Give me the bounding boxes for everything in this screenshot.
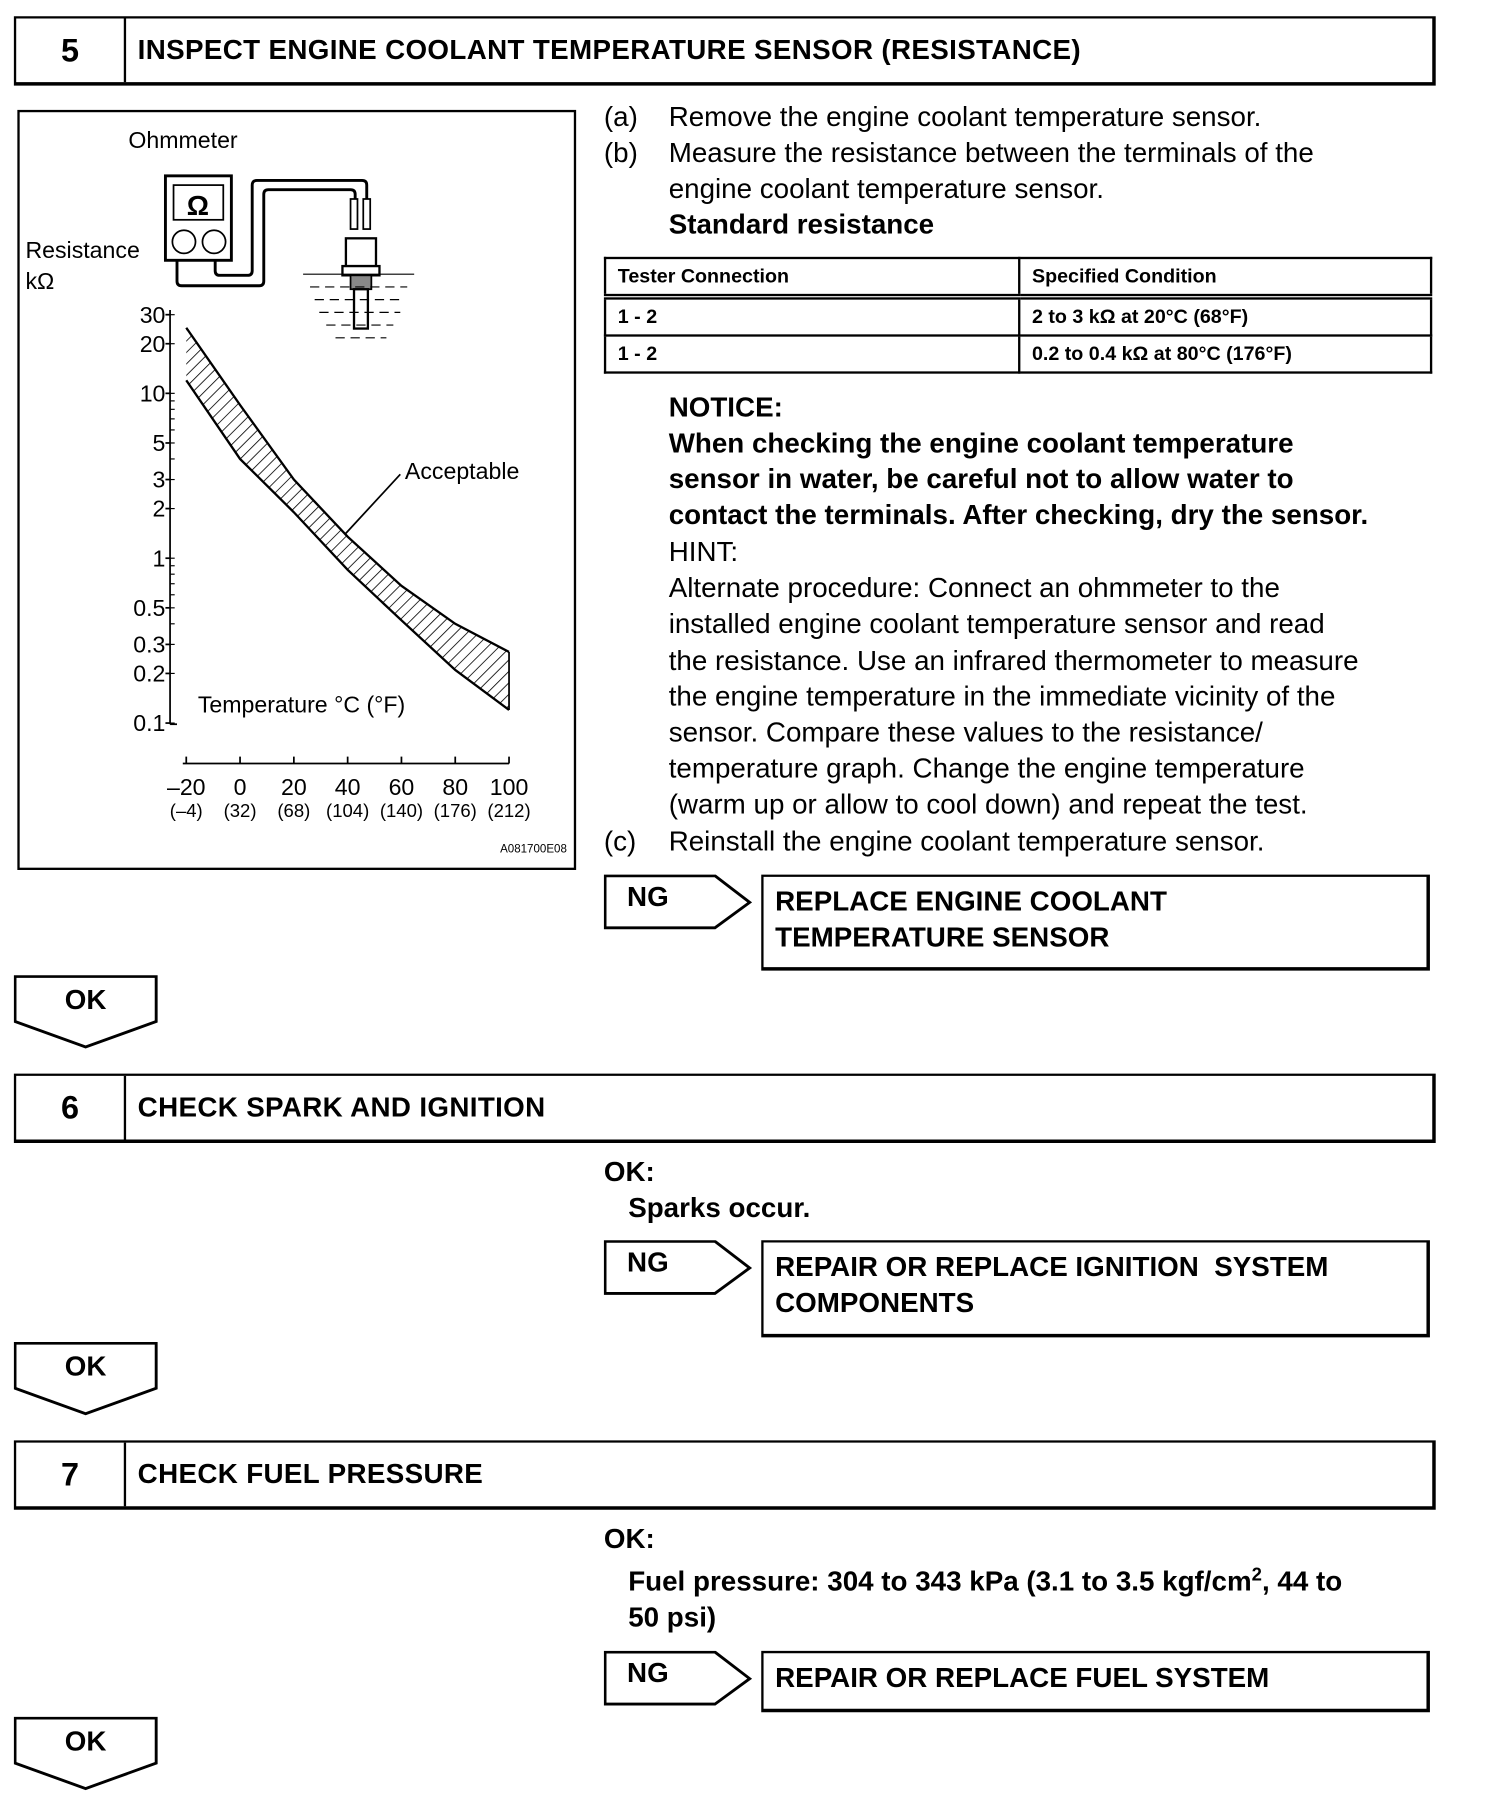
ok-arrow — [14, 1342, 160, 1416]
y-tick-label: 10 — [139, 380, 166, 407]
x-tick-label-fahrenheit: (140) — [379, 799, 424, 821]
x-tick-label: 60 — [388, 773, 415, 800]
ng-result-line: COMPONENTS — [775, 1287, 975, 1319]
y-tick-label: 5 — [152, 430, 166, 457]
y-tick-label: 0.3 — [133, 631, 166, 658]
step-c-text: Reinstall the engine coolant temperature sensor. — [668, 826, 1265, 858]
step-title: CHECK SPARK AND IGNITION — [137, 1091, 546, 1123]
ok-condition-title: OK: — [603, 1156, 655, 1189]
step-b-text-2: engine coolant temperature sensor. — [668, 173, 1104, 205]
hint-line: Alternate procedure: Connect an ohmmeter to the — [668, 572, 1280, 604]
ng-result-line: REPLACE ENGINE COOLANT — [775, 886, 1167, 918]
step-number: 5 — [16, 19, 126, 83]
ok-arrow — [14, 975, 160, 1049]
acceptable-band — [186, 328, 509, 710]
table-header-row — [605, 258, 1431, 297]
standard-resistance-title: Standard resistance — [668, 209, 935, 241]
x-tick-label-fahrenheit: (104) — [326, 799, 370, 821]
hint-title: HINT: — [668, 536, 739, 569]
x-tick-label: 0 — [233, 773, 247, 800]
step-title: INSPECT ENGINE COOLANT TEMPERATURE SENSOR (RESISTANCE) — [137, 34, 1081, 66]
x-axis-title: Temperature °C (°F) — [197, 691, 406, 718]
ok-label: OK — [64, 1726, 107, 1758]
y-tick-label: 30 — [139, 301, 166, 328]
acceptable-annotation: Acceptable — [404, 457, 520, 484]
superscript: 2 — [1251, 1565, 1262, 1585]
ng-label: NG — [627, 881, 669, 913]
step-label-c: (c) — [603, 826, 637, 858]
ng-result-box — [761, 1240, 1430, 1337]
notice-line: contact the terminals. After checking, dry the sensor. — [668, 499, 1369, 532]
x-tick-label: 80 — [442, 773, 469, 800]
x-tick-label: 20 — [280, 773, 307, 800]
ng-result-line: REPAIR OR REPLACE IGNITION SYSTEM — [775, 1251, 1329, 1284]
notice-line: sensor in water, be careful not to allow water to — [668, 463, 1294, 496]
fuel-pressure-text: Fuel pressure: 304 to 343 kPa (3.1 to 3.5 kgf/cm — [628, 1566, 1252, 1598]
standard-resistance-table — [604, 257, 1432, 374]
step-7-header — [14, 1440, 1436, 1509]
annotation-leader-line — [345, 474, 401, 534]
table-row — [605, 336, 1431, 373]
step-a-text: Remove the engine coolant temperature sensor. — [668, 101, 1262, 134]
y-tick-label: 20 — [139, 330, 166, 357]
ng-arrow — [604, 1651, 778, 1707]
step-6-header — [14, 1074, 1436, 1143]
table-cell: 0.2 to 0.4 kΩ at 80°C (176°F) — [1019, 336, 1431, 373]
fuel-pressure-text: , 44 to — [1261, 1566, 1343, 1598]
x-tick-label-fahrenheit: (176) — [433, 799, 477, 821]
fuel-pressure-text: 50 psi) — [628, 1602, 717, 1634]
y-tick-label: 0.2 — [133, 660, 166, 687]
notice-title: NOTICE: — [668, 392, 783, 424]
y-tick-label: 0.5 — [133, 594, 166, 621]
y-axis-label-1: Resistance — [25, 236, 140, 263]
figure-code: A081700E08 — [500, 843, 567, 856]
hint-line: (warm up or allow to cool down) and repeat the test. — [668, 789, 1308, 821]
ng-arrow — [604, 875, 778, 931]
chart-plot — [133, 302, 530, 821]
step-label-b: (b) — [603, 137, 638, 169]
step-number: 6 — [16, 1076, 126, 1140]
notice-line: When checking the engine coolant temperature — [668, 428, 1294, 460]
ok-condition-text: Sparks occur. — [628, 1192, 811, 1225]
x-tick-label-fahrenheit: (212) — [487, 799, 531, 821]
ng-result-line: TEMPERATURE SENSOR — [775, 922, 1110, 954]
table-header: Specified Condition — [1019, 258, 1431, 297]
step-b-text-1: Measure the resistance between the terminals of the — [668, 137, 1314, 169]
step-number: 7 — [16, 1443, 126, 1507]
ng-arrow — [604, 1240, 778, 1296]
y-tick-label: 3 — [152, 466, 166, 493]
x-tick-label-fahrenheit: (–4) — [169, 799, 203, 821]
step-title: CHECK FUEL PRESSURE — [137, 1458, 484, 1490]
ohmmeter-label: Ohmmeter — [128, 127, 238, 154]
x-tick-label: 40 — [334, 773, 361, 800]
fuel-pressure-spec — [628, 1564, 1342, 1600]
ohmmeter-icon — [165, 176, 231, 260]
ng-label: NG — [627, 1657, 669, 1690]
hint-line: installed engine coolant temperature sensor and read — [668, 608, 1325, 640]
table-cell: 1 - 2 — [605, 297, 1019, 336]
ng-result-box — [761, 875, 1430, 971]
ok-label: OK — [64, 1351, 107, 1383]
step-label-a: (a) — [603, 101, 638, 134]
table-header: Tester Connection — [605, 258, 1019, 297]
ng-result-line: REPAIR OR REPLACE FUEL SYSTEM — [775, 1662, 1270, 1694]
y-tick-label: 0.1 — [133, 710, 166, 737]
ok-label: OK — [64, 984, 107, 1016]
x-tick-label-fahrenheit: (68) — [277, 799, 311, 821]
y-tick-label: 2 — [152, 495, 166, 522]
x-tick-label-fahrenheit: (32) — [223, 799, 257, 821]
hint-line: the resistance. Use an infrared thermometer to measure — [668, 645, 1359, 677]
hint-line: temperature graph. Change the engine temperature — [668, 753, 1305, 785]
upper-bound-line — [186, 328, 509, 652]
resistance-temperature-figure — [0, 0, 602, 879]
ok-condition-title: OK: — [603, 1523, 655, 1555]
y-axis-label-2: kΩ — [25, 268, 55, 295]
x-tick-label: 100 — [489, 773, 529, 800]
coolant-sensor-icon — [342, 199, 379, 329]
x-tick-label: –20 — [166, 773, 206, 800]
table-cell: 1 - 2 — [605, 336, 1019, 373]
ohm-symbol: Ω — [186, 190, 209, 222]
ng-result-box — [761, 1651, 1430, 1712]
y-tick-label: 1 — [152, 545, 166, 572]
ng-label: NG — [627, 1247, 669, 1279]
table-cell: 2 to 3 kΩ at 20°C (68°F) — [1019, 297, 1431, 336]
table-row — [605, 297, 1431, 336]
ok-arrow — [14, 1717, 160, 1791]
hint-line: the engine temperature in the immediate vicinity of the — [668, 681, 1336, 713]
hint-line: sensor. Compare these values to the resistance/ — [668, 717, 1263, 749]
